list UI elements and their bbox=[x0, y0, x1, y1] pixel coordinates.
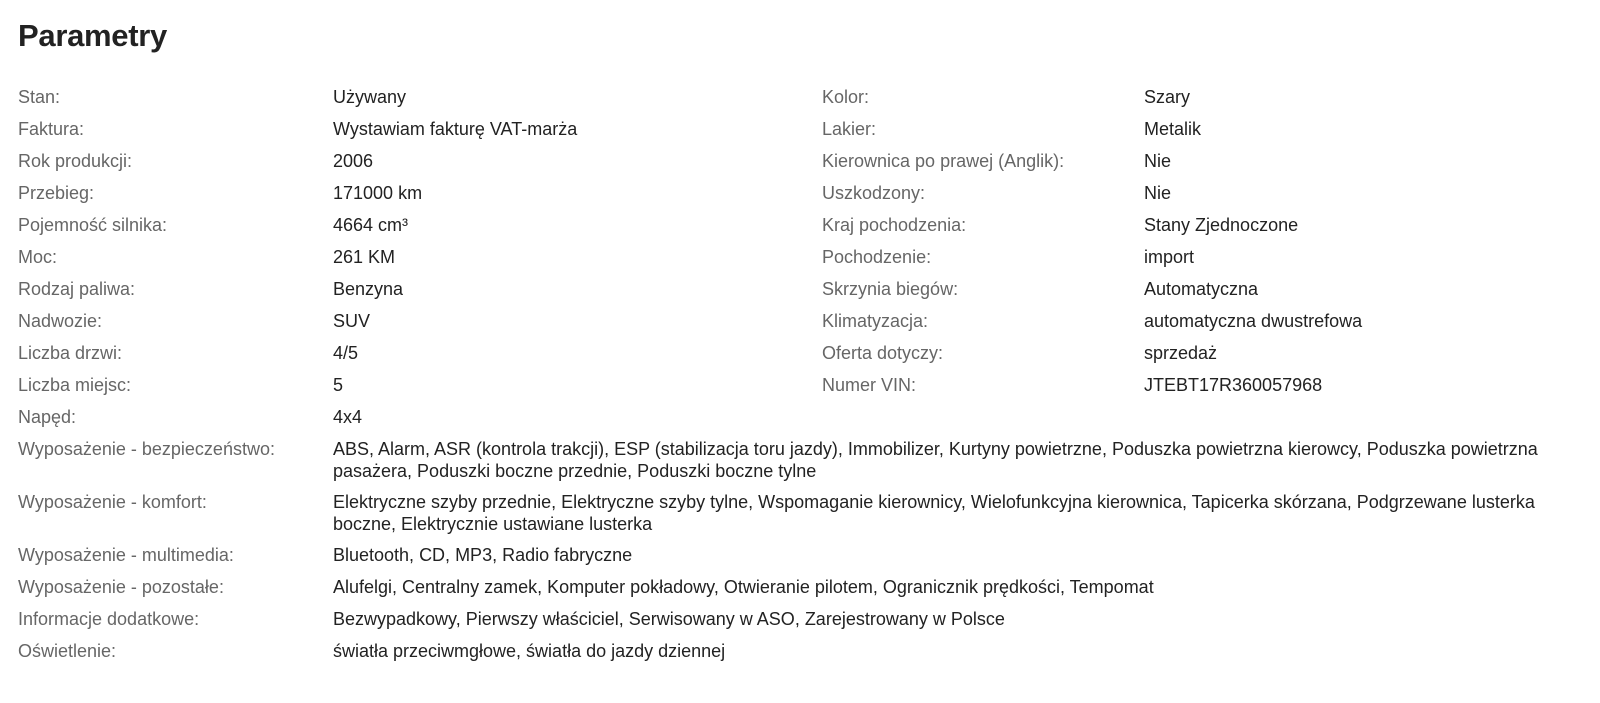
param-value: 2006 bbox=[333, 151, 374, 171]
param-label: Pojemność silnika: bbox=[18, 215, 168, 235]
param-value: Wystawiam fakturę VAT-marża bbox=[333, 119, 578, 139]
param-label: Przebieg: bbox=[18, 183, 95, 203]
param-value: Szary bbox=[1144, 87, 1191, 107]
param-value: Używany bbox=[333, 87, 407, 107]
param-value: 171000 km bbox=[333, 183, 423, 203]
param-label: Wyposażenie - multimedia: bbox=[18, 545, 234, 565]
param-label: Rok produkcji: bbox=[18, 151, 133, 171]
param-value: 4x4 bbox=[333, 407, 363, 427]
param-label: Kierownica po prawej (Anglik): bbox=[822, 151, 1065, 171]
param-label: Oferta dotyczy: bbox=[822, 343, 944, 363]
param-value: Alufelgi, Centralny zamek, Komputer pokładowy, Otwieranie pilotem, Ogranicznik prędkości, Tempomat bbox=[333, 577, 1154, 597]
param-value: Elektryczne szyby przednie, Elektryczne szyby tylne, Wspomaganie kierownicy, Wielofunkcyjna kierownica, Tapicerka skórzana, Podgrzewane lusterka boczne, Elektrycznie ustawiane lusterka bbox=[333, 492, 1535, 534]
param-label: Wyposażenie - komfort: bbox=[18, 492, 207, 512]
param-label: Wyposażenie - bezpieczeństwo: bbox=[18, 439, 275, 459]
param-label: Napęd: bbox=[18, 407, 77, 427]
param-label: Lakier: bbox=[822, 119, 877, 139]
param-label: Kolor: bbox=[822, 87, 870, 107]
param-label: Moc: bbox=[18, 247, 58, 267]
param-label: Kraj pochodzenia: bbox=[822, 215, 967, 235]
param-value: 5 bbox=[333, 375, 344, 395]
param-value: Nie bbox=[1144, 151, 1172, 171]
param-label: Skrzynia biegów: bbox=[822, 279, 959, 299]
param-value: Stany Zjednoczone bbox=[1144, 215, 1299, 235]
param-label: Pochodzenie: bbox=[822, 247, 932, 267]
param-label: Stan: bbox=[18, 87, 61, 107]
param-value: światła przeciwmgłowe, światła do jazdy dziennej bbox=[333, 641, 726, 661]
param-value: Benzyna bbox=[333, 279, 404, 299]
param-label: Uszkodzony: bbox=[822, 183, 926, 203]
param-value: automatyczna dwustrefowa bbox=[1144, 311, 1363, 331]
param-value: sprzedaż bbox=[1144, 343, 1218, 363]
param-value: JTEBT17R360057968 bbox=[1144, 375, 1323, 395]
param-label: Faktura: bbox=[18, 119, 85, 139]
param-value: 261 KM bbox=[333, 247, 396, 267]
param-label: Numer VIN: bbox=[822, 375, 917, 395]
param-value: Metalik bbox=[1144, 119, 1202, 139]
param-value: Nie bbox=[1144, 183, 1172, 203]
param-value: Bezwypadkowy, Pierwszy właściciel, Serwisowany w ASO, Zarejestrowany w Polsce bbox=[333, 609, 1005, 629]
param-label: Liczba drzwi: bbox=[18, 343, 123, 363]
param-value: SUV bbox=[333, 311, 371, 331]
param-label: Wyposażenie - pozostałe: bbox=[18, 577, 224, 597]
param-value: import bbox=[1144, 247, 1195, 267]
param-value: Bluetooth, CD, MP3, Radio fabryczne bbox=[333, 545, 633, 565]
param-value: 4/5 bbox=[333, 343, 359, 363]
param-label: Liczba miejsc: bbox=[18, 375, 132, 395]
param-value: Automatyczna bbox=[1144, 279, 1259, 299]
param-label: Rodzaj paliwa: bbox=[18, 279, 136, 299]
param-value: ABS, Alarm, ASR (kontrola trakcji), ESP (stabilizacja toru jazdy), Immobilizer, Kurtyny powietrzne, Poduszka powietrzna kierowcy, Poduszka powietrzna pasażera, Poduszki boczne przednie, Poduszki boczne tylne bbox=[333, 439, 1538, 481]
param-label: Informacje dodatkowe: bbox=[18, 609, 200, 629]
param-label: Oświetlenie: bbox=[18, 641, 117, 661]
param-value: 4664 cm³ bbox=[333, 215, 409, 235]
section-title: Parametry bbox=[18, 18, 167, 53]
param-label: Klimatyzacja: bbox=[822, 311, 929, 331]
param-label: Nadwozie: bbox=[18, 311, 103, 331]
